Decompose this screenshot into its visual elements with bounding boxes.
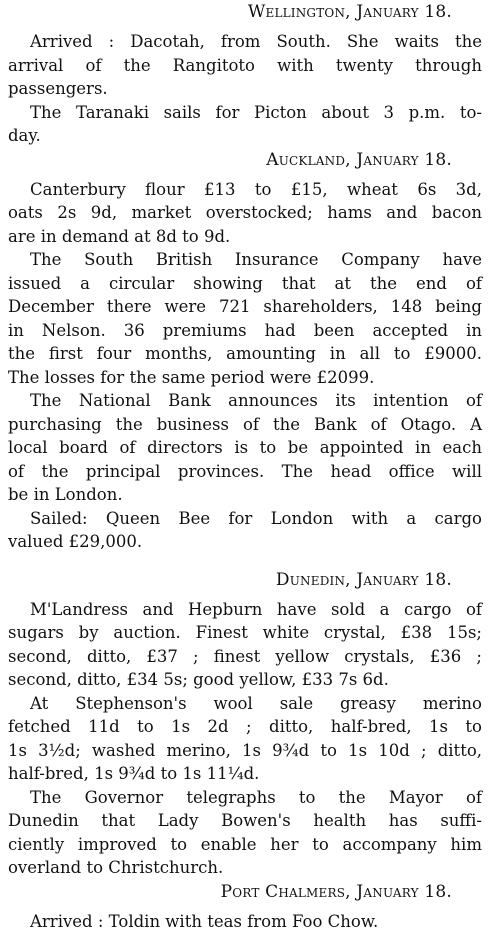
paragraph bbox=[8, 692, 482, 786]
text-line: issued a circular showing that at the end of bbox=[8, 272, 482, 296]
text-line: second, ditto, £37 ; finest yellow crystals, £36 ; bbox=[8, 645, 482, 669]
dateline bbox=[8, 568, 482, 592]
dateline-date: January 18. bbox=[356, 882, 452, 902]
text-line: Sailed: Queen Bee for London with a cargo bbox=[8, 507, 482, 531]
text-line: sugars by auction. Finest white crystal, £38 15s; bbox=[8, 621, 482, 645]
text-line: The losses for the same period were £2099. bbox=[8, 366, 482, 390]
paragraph bbox=[8, 598, 482, 692]
dateline-place: Auckland, bbox=[266, 150, 351, 170]
text-line: Arrived : Dacotah, from South. She waits the bbox=[8, 30, 482, 54]
dateline bbox=[8, 880, 482, 904]
dateline bbox=[8, 0, 482, 24]
dateline-place: Wellington, bbox=[248, 2, 351, 22]
text-line: are in demand at 8d to 9d. bbox=[8, 225, 482, 249]
text-line: Dunedin that Lady Bowen's health has suffi- bbox=[8, 809, 482, 833]
paragraph bbox=[8, 507, 482, 554]
text-line: passengers. bbox=[8, 77, 482, 101]
text-line: 1s 3½d; washed merino, 1s 9¾d to 1s 10d ; ditto, bbox=[8, 739, 482, 763]
paragraph bbox=[8, 389, 482, 507]
text-line: local board of directors is to be appointed in each bbox=[8, 436, 482, 460]
text-line: The Taranaki sails for Picton about 3 p.m. to- bbox=[8, 101, 482, 125]
text-line: purchasing the business of the Bank of Otago. A bbox=[8, 413, 482, 437]
text-line: oats 2s 9d, market overstocked; hams and bacon bbox=[8, 201, 482, 225]
text-line: be in London. bbox=[8, 483, 482, 507]
paragraph bbox=[8, 30, 482, 101]
text-line: of the principal provinces. The head office will bbox=[8, 460, 482, 484]
text-line: overland to Christchurch. bbox=[8, 856, 482, 880]
section-port-chalmers bbox=[8, 880, 482, 933]
text-line: The National Bank announces its intention of bbox=[8, 389, 482, 413]
text-line: day. bbox=[8, 124, 482, 148]
section-dunedin bbox=[8, 568, 482, 880]
dateline bbox=[8, 148, 482, 172]
dateline-date: January 18. bbox=[356, 570, 452, 590]
text-line: At Stephenson's wool sale greasy merino bbox=[8, 692, 482, 716]
paragraph bbox=[8, 786, 482, 880]
text-line: second, ditto, £34 5s; good yellow, £33 7s 6d. bbox=[8, 668, 482, 692]
text-line: December there were 721 shareholders, 148 being bbox=[8, 295, 482, 319]
paragraph bbox=[8, 101, 482, 148]
paragraph bbox=[8, 910, 482, 933]
text-line: M'Landress and Hepburn have sold a cargo of bbox=[8, 598, 482, 622]
dateline-place: Dunedin, bbox=[276, 570, 351, 590]
text-line: The South British Insurance Company have bbox=[8, 248, 482, 272]
paragraph bbox=[8, 178, 482, 249]
text-line: fetched 11d to 1s 2d ; ditto, half-bred, 1s to bbox=[8, 715, 482, 739]
dateline-place: Port Chalmers, bbox=[221, 882, 351, 902]
text-line: valued £29,000. bbox=[8, 530, 482, 554]
text-line: in Nelson. 36 premiums had been accepted in bbox=[8, 319, 482, 343]
text-line: ciently improved to enable her to accompany him bbox=[8, 833, 482, 857]
text-line: Arrived : Toldin with teas from Foo Chow. bbox=[8, 910, 482, 933]
dateline-date: January 18. bbox=[356, 2, 452, 22]
text-line: The Governor telegraphs to the Mayor of bbox=[8, 786, 482, 810]
text-line: Canterbury flour £13 to £15, wheat 6s 3d, bbox=[8, 178, 482, 202]
text-line: half-bred, 1s 9¾d to 1s 11¼d. bbox=[8, 762, 482, 786]
section-wellington bbox=[8, 0, 482, 148]
text-line: arrival of the Rangitoto with twenty through bbox=[8, 54, 482, 78]
section-auckland bbox=[8, 148, 482, 554]
dateline-date: January 18. bbox=[356, 150, 452, 170]
text-line: the first four months, amounting in all to £9000. bbox=[8, 342, 482, 366]
paragraph bbox=[8, 248, 482, 389]
